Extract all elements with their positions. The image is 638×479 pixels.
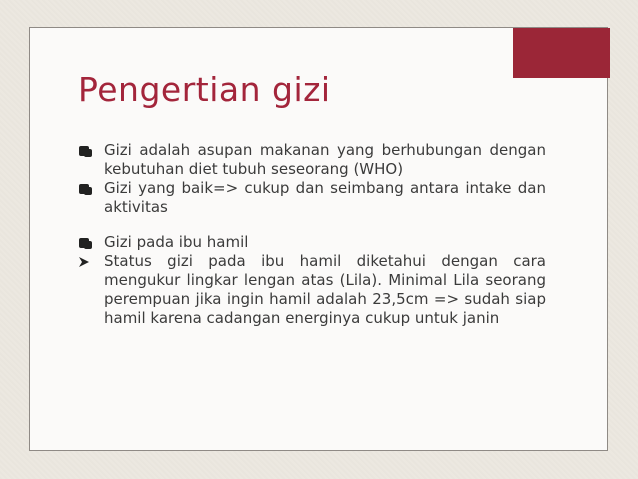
bullet-item xyxy=(78,233,546,252)
bullet-text: Status gizi pada ibu hamil diketahui dengan cara mengukur lingkar lengan atas (Lila). Minimal Lila seorang perempuan jika ingin hamil adalah 23,5cm => sudah siap hamil karena cadangan energinya cukup untuk janin xyxy=(104,252,546,327)
arrowhead-bullet-icon xyxy=(78,252,94,271)
filled-square-bullet-icon xyxy=(78,233,94,252)
bullet-text: Gizi adalah asupan makanan yang berhubungan dengan kebutuhan diet tubuh seseorang (WHO) xyxy=(104,141,546,178)
bullet-item xyxy=(78,179,546,217)
bullet-item xyxy=(78,252,546,328)
filled-square-bullet-icon xyxy=(78,141,94,160)
filled-square-bullet-icon xyxy=(78,179,94,198)
slide-title: Pengertian gizi xyxy=(78,70,331,109)
bullet-text: Gizi pada ibu hamil xyxy=(104,233,249,251)
bullet-list xyxy=(78,141,546,328)
accent-tab xyxy=(513,28,610,78)
bullet-item xyxy=(78,141,546,179)
bullet-text: Gizi yang baik=> cukup dan seimbang antara intake dan aktivitas xyxy=(104,179,546,216)
